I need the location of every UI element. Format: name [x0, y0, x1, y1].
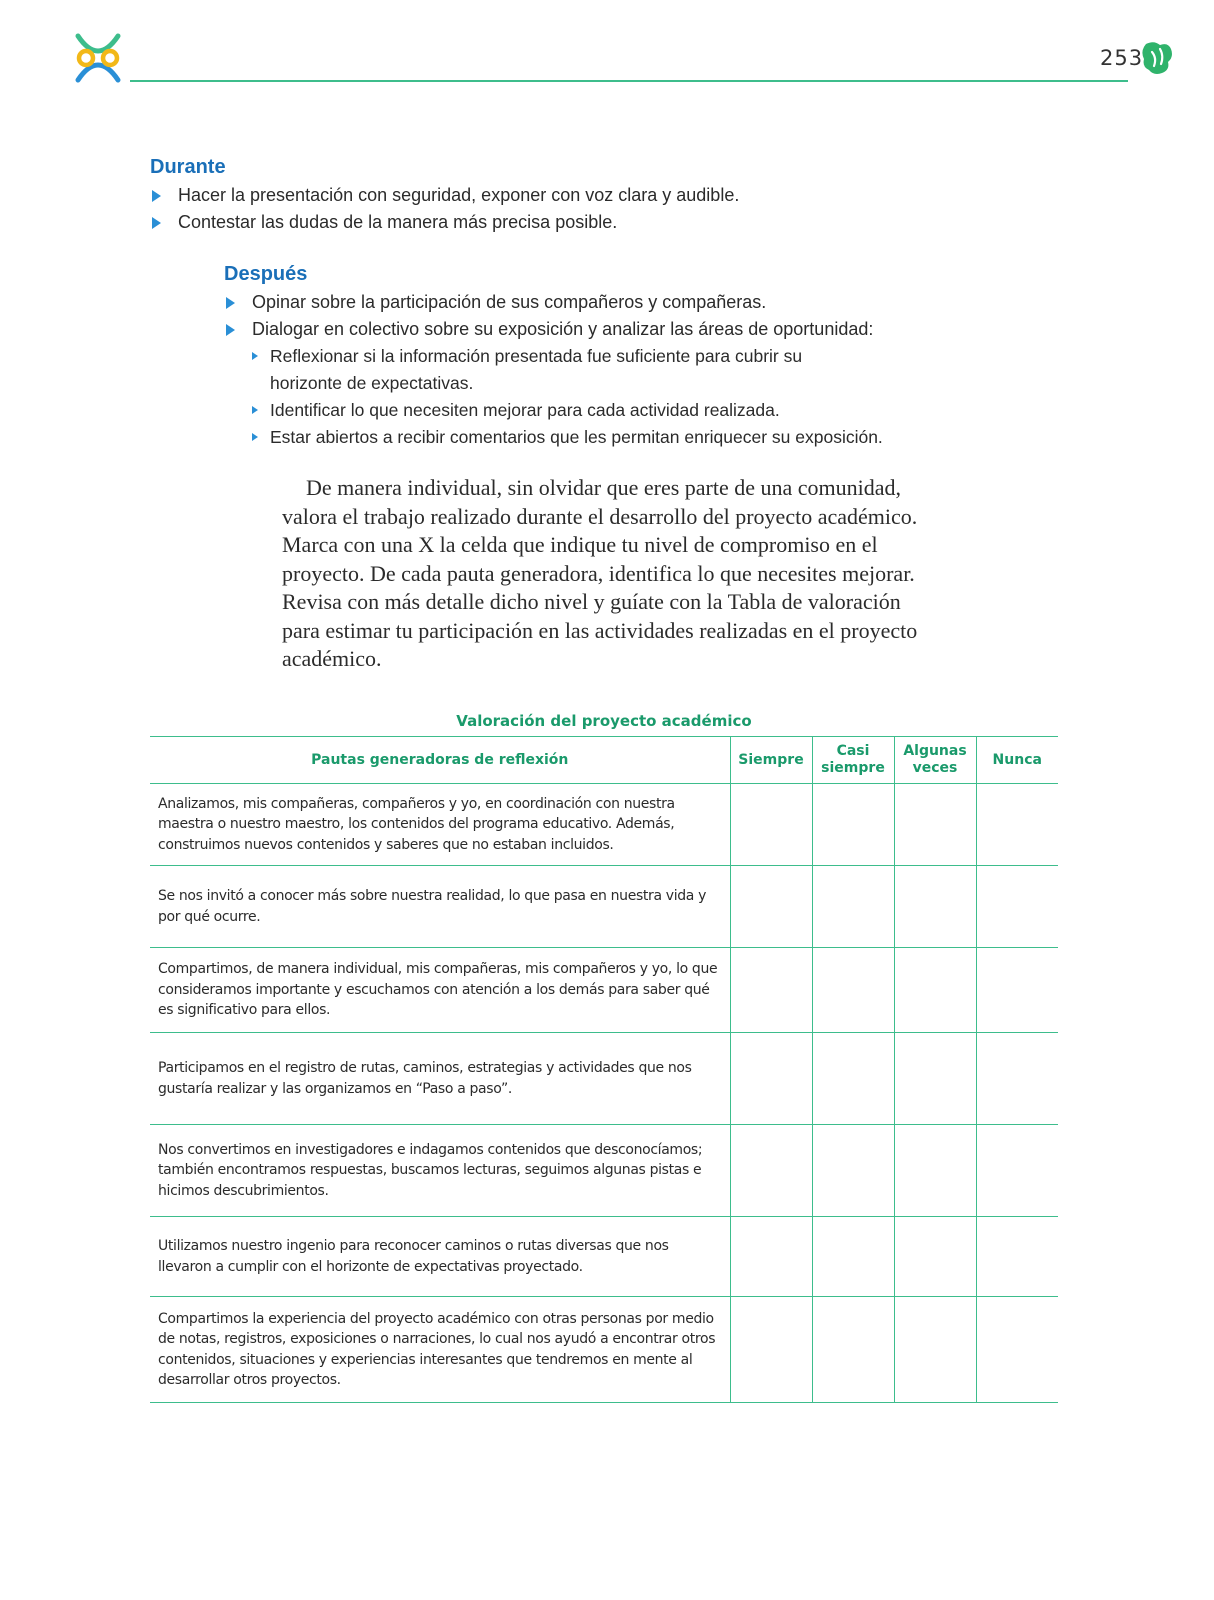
cell-siempre[interactable] [730, 1297, 812, 1403]
cell-nunca[interactable] [976, 948, 1058, 1033]
cell-siempre[interactable] [730, 1217, 812, 1297]
small-triangle-bullet-icon [252, 352, 258, 360]
pauta-text: Utilizamos nuestro ingenio para reconocer caminos o rutas diversas que nos llevaron a cumplir con el horizonte de expectativas proyectado. [150, 1217, 730, 1297]
cell-siempre[interactable] [730, 1125, 812, 1217]
cell-nunca[interactable] [976, 1033, 1058, 1125]
cell-siempre[interactable] [730, 948, 812, 1033]
cell-siempre[interactable] [730, 784, 812, 866]
header-nunca: Nunca [976, 737, 1058, 784]
triangle-bullet-icon [152, 217, 161, 229]
instruction-paragraph: De manera individual, sin olvidar que eres parte de una comunidad, valora el trabajo realizado durante el desarrollo del proyecto académico. Marca con una X la celda que indique tu nivel de compromiso en el proyecto. De cada pauta generadora, identifica lo que necesites mejorar. Revisa con más detalle dicho nivel y guíate con la Tabla de valoración para estimar tu participación en las actividades realizadas en el proyecto académico. [282, 475, 918, 671]
durante-list [150, 182, 739, 236]
cell-nunca[interactable] [976, 866, 1058, 948]
pauta-text: Compartimos, de manera individual, mis compañeras, mis compañeros y yo, lo que consideramos importante y escuchamos con atención a los demás para saber qué es significativo para ellos. [150, 948, 730, 1033]
list-item: Hacer la presentación con seguridad, exponer con voz clara y audible. [150, 182, 739, 209]
triangle-bullet-icon [226, 297, 235, 309]
cell-casi-siempre[interactable] [812, 1033, 894, 1125]
list-item: Estar abiertos a recibir comentarios que les permitan enriquecer su exposición. [252, 424, 884, 451]
evaluation-table [150, 736, 1058, 1403]
cell-casi-siempre[interactable] [812, 784, 894, 866]
small-triangle-bullet-icon [252, 406, 258, 414]
table-row [150, 948, 1058, 1033]
cell-algunas-veces[interactable] [894, 1217, 976, 1297]
despues-list [224, 289, 884, 451]
pauta-text: Se nos invitó a conocer más sobre nuestra realidad, lo que pasa en nuestra vida y por qué ocurre. [150, 866, 730, 948]
cell-siempre[interactable] [730, 866, 812, 948]
cell-algunas-veces[interactable] [894, 948, 976, 1033]
cell-nunca[interactable] [976, 1125, 1058, 1217]
pauta-text: Nos convertimos en investigadores e indagamos contenidos que desconocíamos; también encontramos respuestas, buscamos lecturas, seguimos algunas pistas e hicimos descubrimientos. [150, 1125, 730, 1217]
small-triangle-bullet-icon [252, 433, 258, 441]
cell-nunca[interactable] [976, 1297, 1058, 1403]
list-item: Identificar lo que necesiten mejorar para cada actividad realizada. [252, 397, 884, 424]
green-blob-icon [1140, 40, 1174, 76]
table-row [150, 1297, 1058, 1403]
pauta-text: Participamos en el registro de rutas, caminos, estrategias y actividades que nos gustaría realizar y las organizamos en “Paso a paso”. [150, 1033, 730, 1125]
cell-nunca[interactable] [976, 784, 1058, 866]
table-row [150, 1217, 1058, 1297]
pauta-text: Analizamos, mis compañeras, compañeros y yo, en coordinación con nuestra maestra o nuestro maestro, los contenidos del programa educativo. Además, construimos nuevos contenidos y saberes que no estaban incluidos. [150, 784, 730, 866]
table-row [150, 1033, 1058, 1125]
table-title: Valoración del proyecto académico [456, 712, 752, 730]
triangle-bullet-icon [152, 190, 161, 202]
header-siempre: Siempre [730, 737, 812, 784]
cell-nunca[interactable] [976, 1217, 1058, 1297]
triangle-bullet-icon [226, 324, 235, 336]
list-item: Opinar sobre la participación de sus compañeros y compañeras. [224, 289, 884, 316]
despues-heading: Después [224, 263, 308, 285]
cell-casi-siempre[interactable] [812, 1297, 894, 1403]
page-number: 253 [1100, 46, 1144, 70]
cell-algunas-veces[interactable] [894, 784, 976, 866]
cell-algunas-veces[interactable] [894, 1033, 976, 1125]
pauta-text: Compartimos la experiencia del proyecto académico con otras personas por medio de notas, registros, exposiciones o narraciones, lo cual nos ayudó a encontrar otros contenidos, situaciones y experiencias interesantes que tendremos en mente al desarrollar otros proyectos. [150, 1297, 730, 1403]
double-crescent-logo-icon [72, 32, 124, 84]
cell-algunas-veces[interactable] [894, 866, 976, 948]
cell-casi-siempre[interactable] [812, 866, 894, 948]
cell-algunas-veces[interactable] [894, 1297, 976, 1403]
header-casi-siempre: Casi siempre [812, 737, 894, 784]
cell-siempre[interactable] [730, 1033, 812, 1125]
table-row [150, 784, 1058, 866]
table-row [150, 866, 1058, 948]
header-algunas-veces: Algunas veces [894, 737, 976, 784]
table-row [150, 1125, 1058, 1217]
list-item: Dialogar en colectivo sobre su exposición y analizar las áreas de oportunidad: Reflexionar si la información presentada fue suficiente para cubrir su horizonte de expectativas. Identificar lo que necesiten mejorar para cada actividad realizada. Estar abiertos a recibir comentarios que les permitan enriquecer su exposición. [224, 316, 884, 451]
cell-algunas-veces[interactable] [894, 1125, 976, 1217]
cell-casi-siempre[interactable] [812, 1217, 894, 1297]
header-pautas: Pautas generadoras de reflexión [150, 737, 730, 784]
cell-casi-siempre[interactable] [812, 1125, 894, 1217]
list-item: Contestar las dudas de la manera más precisa posible. [150, 209, 739, 236]
despues-sublist [252, 343, 884, 451]
cell-casi-siempre[interactable] [812, 948, 894, 1033]
table-header-row [150, 737, 1058, 784]
header-rule [130, 80, 1128, 82]
list-item: Reflexionar si la información presentada fue suficiente para cubrir su horizonte de expectativas. [252, 343, 870, 397]
durante-heading: Durante [150, 156, 226, 178]
